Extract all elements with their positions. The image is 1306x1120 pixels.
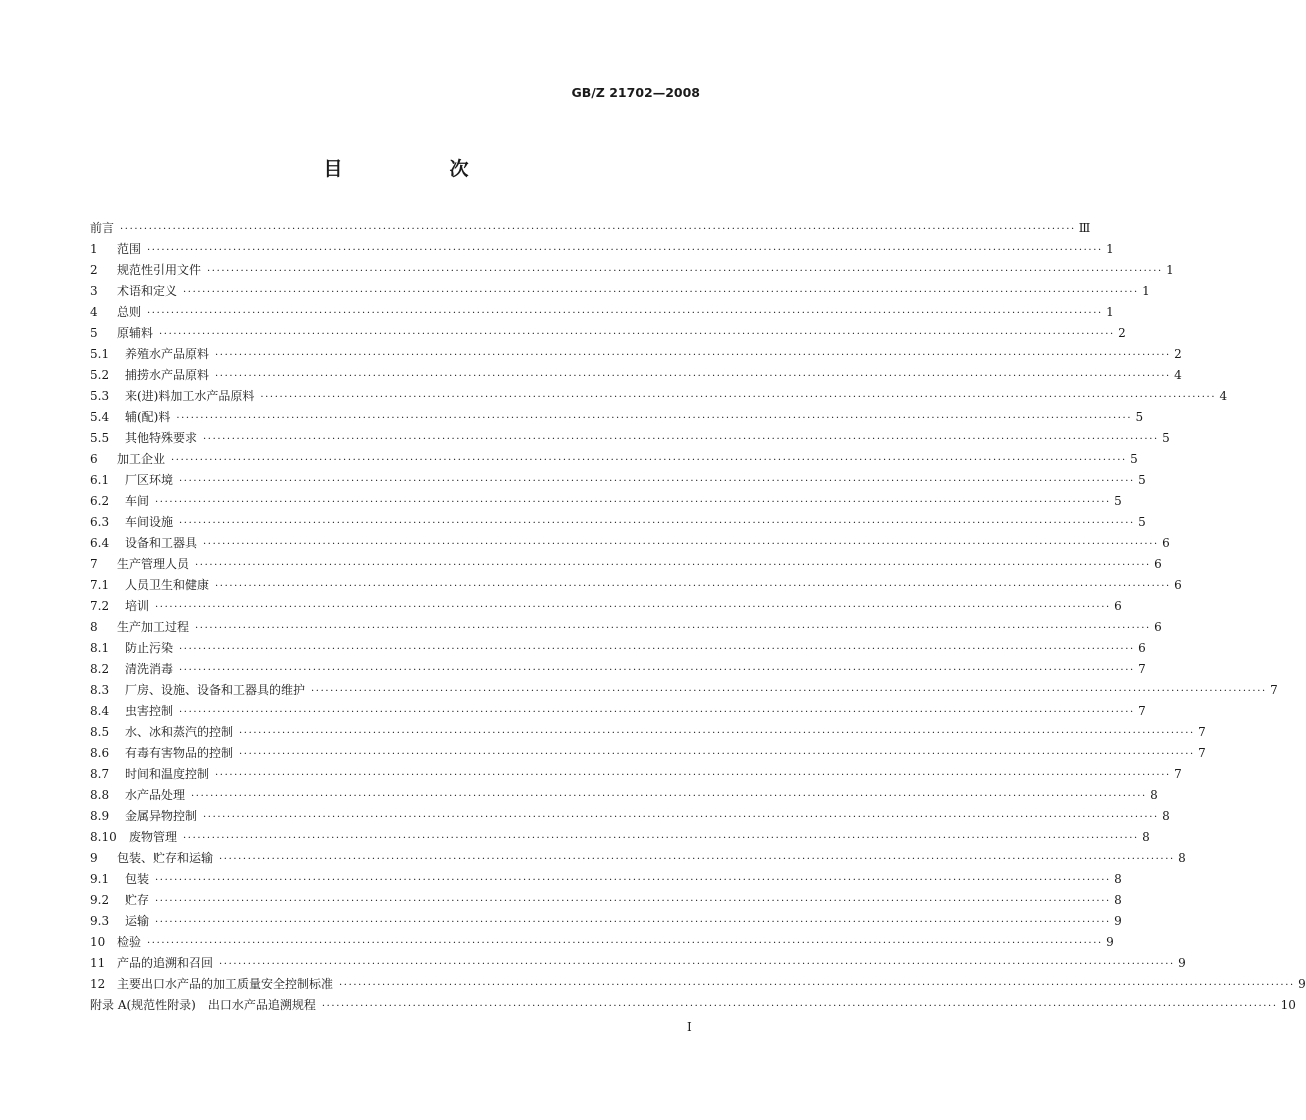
toc-item-label: 前言 bbox=[90, 221, 115, 235]
toc-dot-leader: ········································································································································································································ bbox=[179, 518, 1135, 529]
toc-item[interactable] bbox=[90, 765, 1182, 786]
toc-item-page: 6 bbox=[1154, 620, 1162, 634]
toc-item-page: 2 bbox=[1118, 326, 1126, 340]
page-number: I bbox=[687, 1020, 692, 1034]
toc-item-label: 捕捞水产品原料 bbox=[125, 368, 210, 382]
toc-dot-leader: ········································································································································································································ bbox=[155, 497, 1111, 508]
toc-item[interactable] bbox=[90, 723, 1206, 744]
toc-item-number: 8.6 bbox=[90, 746, 110, 760]
toc-item-page: 8 bbox=[1114, 893, 1122, 907]
toc-item-number: 7.1 bbox=[90, 578, 110, 592]
toc-item-number: 7 bbox=[90, 557, 98, 571]
toc-dot-leader: ········································································································································································································ bbox=[203, 812, 1159, 823]
toc-dot-leader: ········································································································································································································ bbox=[155, 602, 1111, 613]
toc-dot-leader: ········································································································································································································ bbox=[195, 623, 1151, 634]
toc-dot-leader: ········································································································································································································ bbox=[179, 707, 1135, 718]
toc-dot-leader: ········································································································································································································ bbox=[147, 245, 1103, 256]
toc-dot-leader: ········································································································································································································ bbox=[179, 665, 1135, 676]
toc-item[interactable] bbox=[90, 744, 1206, 765]
toc-item-page: 6 bbox=[1114, 599, 1122, 613]
toc-item-page: 4 bbox=[1174, 368, 1182, 382]
toc-item-label: 主要出口水产品的加工质量安全控制标准 bbox=[117, 977, 334, 991]
toc-item-label: 有毒有害物品的控制 bbox=[125, 746, 234, 760]
toc-dot-leader: ········································································································································································································ bbox=[219, 959, 1175, 970]
toc-dot-leader: ········································································································································································································ bbox=[207, 266, 1163, 277]
toc-item[interactable] bbox=[90, 282, 1150, 303]
toc-item[interactable] bbox=[90, 954, 1186, 975]
toc-item-number: 8.2 bbox=[90, 662, 110, 676]
toc-item[interactable] bbox=[90, 324, 1126, 345]
toc-item[interactable] bbox=[90, 870, 1122, 891]
toc-dot-leader: ········································································································································································································ bbox=[203, 434, 1159, 445]
toc-item-number: 1 bbox=[90, 242, 98, 256]
toc-dot-leader: ········································································································································································································ bbox=[183, 287, 1139, 298]
toc-dot-leader: ········································································································································································································ bbox=[239, 728, 1195, 739]
toc-item-label: 术语和定义 bbox=[117, 284, 178, 298]
toc-dot-leader: ········································································································································································································ bbox=[147, 938, 1103, 949]
toc-item[interactable] bbox=[90, 471, 1146, 492]
toc-item-number: 8.3 bbox=[90, 683, 110, 697]
toc-item-page: 8 bbox=[1178, 851, 1186, 865]
toc-item-label: 总则 bbox=[117, 305, 142, 319]
toc-item[interactable] bbox=[90, 618, 1162, 639]
toc-item-page: 5 bbox=[1130, 452, 1138, 466]
toc-item-page: 1 bbox=[1106, 242, 1114, 256]
toc-item-label: 水产品处理 bbox=[125, 788, 186, 802]
toc-item-label: 养殖水产品原料 bbox=[125, 347, 210, 361]
toc-item-label: 贮存 bbox=[125, 893, 150, 907]
toc-item[interactable] bbox=[90, 996, 1296, 1017]
toc-dot-leader: ········································································································································································································ bbox=[215, 581, 1171, 592]
toc-item-page: 8 bbox=[1162, 809, 1170, 823]
toc-item-page: 7 bbox=[1138, 662, 1146, 676]
toc-item-number: 8.1 bbox=[90, 641, 110, 655]
toc-item-label: 检验 bbox=[117, 935, 142, 949]
toc-item-number: 6.3 bbox=[90, 515, 110, 529]
page-title: 目 次 bbox=[323, 158, 513, 180]
toc-item-number: 11 bbox=[90, 956, 106, 970]
toc-item-page: 5 bbox=[1138, 473, 1146, 487]
toc-item-label: 生产管理人员 bbox=[117, 557, 190, 571]
toc-item-page: 1 bbox=[1166, 263, 1174, 277]
toc-item-number: 5.5 bbox=[90, 431, 110, 445]
toc-item-page: 5 bbox=[1162, 431, 1170, 445]
toc-dot-leader: ········································································································································································································ bbox=[147, 308, 1103, 319]
toc-item-page: 9 bbox=[1114, 914, 1122, 928]
toc-item-label: 车间设施 bbox=[125, 515, 174, 529]
toc-item[interactable] bbox=[90, 786, 1158, 807]
toc-dot-leader: ········································································································································································································ bbox=[155, 917, 1111, 928]
toc-item[interactable] bbox=[90, 303, 1114, 324]
toc-dot-leader: ········································································································································································································ bbox=[120, 224, 1076, 235]
toc-item-number: 9.2 bbox=[90, 893, 110, 907]
toc-dot-leader: ········································································································································································································ bbox=[155, 875, 1111, 886]
toc-item-number: 8.8 bbox=[90, 788, 110, 802]
toc-item-label: 运输 bbox=[125, 914, 150, 928]
toc-item-page: 1 bbox=[1142, 284, 1150, 298]
toc-item[interactable] bbox=[90, 450, 1138, 471]
toc-item-number: 8 bbox=[90, 620, 98, 634]
toc-item-page: 8 bbox=[1150, 788, 1158, 802]
toc-item[interactable] bbox=[90, 366, 1182, 387]
toc-dot-leader: ········································································································································································································ bbox=[191, 791, 1147, 802]
toc-dot-leader: ········································································································································································································ bbox=[159, 329, 1115, 340]
table-of-contents bbox=[90, 219, 1306, 1017]
toc-item-page: 7 bbox=[1138, 704, 1146, 718]
toc-dot-leader: ········································································································································································································ bbox=[215, 350, 1171, 361]
toc-item[interactable] bbox=[90, 261, 1174, 282]
toc-dot-leader: ········································································································································································································ bbox=[155, 896, 1111, 907]
toc-item-page: 6 bbox=[1154, 557, 1162, 571]
toc-item-number: 8.7 bbox=[90, 767, 110, 781]
toc-item-page: Ⅲ bbox=[1078, 221, 1091, 235]
toc-item-number: 6.1 bbox=[90, 473, 110, 487]
toc-item-page: 8 bbox=[1142, 830, 1150, 844]
toc-item[interactable] bbox=[90, 807, 1170, 828]
toc-item-number: 7.2 bbox=[90, 599, 110, 613]
toc-dot-leader: ········································································································································································································ bbox=[215, 371, 1171, 382]
toc-item-page: 2 bbox=[1174, 347, 1182, 361]
toc-item-number: 5.2 bbox=[90, 368, 110, 382]
toc-item-page: 6 bbox=[1174, 578, 1182, 592]
toc-item[interactable] bbox=[90, 429, 1170, 450]
toc-item-number: 附录 A bbox=[90, 998, 127, 1012]
toc-item-number: 10 bbox=[90, 935, 106, 949]
toc-item-label: 辅(配)料 bbox=[125, 410, 171, 424]
toc-dot-leader: ········································································································································································································ bbox=[176, 413, 1133, 424]
toc-item[interactable] bbox=[90, 240, 1114, 261]
toc-item[interactable] bbox=[90, 345, 1182, 366]
toc-item-number: 6.2 bbox=[90, 494, 110, 508]
standard-code: GB/Z 21702—2008 bbox=[571, 85, 700, 100]
toc-item-label: 加工企业 bbox=[117, 452, 166, 466]
toc-dot-leader: ········································································································································································································ bbox=[311, 686, 1267, 697]
toc-item-number: 12 bbox=[90, 977, 106, 991]
toc-item-page: 1 bbox=[1106, 305, 1114, 319]
toc-dot-leader: ········································································································································································································ bbox=[321, 1001, 1278, 1012]
toc-item-number: 8.4 bbox=[90, 704, 110, 718]
toc-item-number: 8.10 bbox=[90, 830, 117, 844]
toc-item-label: 生产加工过程 bbox=[117, 620, 190, 634]
toc-item-label: 金属异物控制 bbox=[125, 809, 198, 823]
toc-item[interactable] bbox=[90, 912, 1122, 933]
toc-item-number: 3 bbox=[90, 284, 98, 298]
toc-item-page: 9 bbox=[1178, 956, 1186, 970]
toc-item-number: 9.3 bbox=[90, 914, 110, 928]
toc-item-label: 厂房、设施、设备和工器具的维护 bbox=[125, 683, 306, 697]
toc-item-page: 8 bbox=[1114, 872, 1122, 886]
toc-item-number: 2 bbox=[90, 263, 98, 277]
toc-item[interactable] bbox=[90, 702, 1146, 723]
toc-item-label: 来(进)料加工水产品原料 bbox=[125, 389, 255, 403]
toc-item[interactable] bbox=[90, 891, 1122, 912]
toc-item[interactable] bbox=[90, 534, 1170, 555]
toc-item[interactable] bbox=[90, 975, 1306, 996]
toc-item-label: (规范性附录) 出口水产品追溯规程 bbox=[126, 998, 316, 1012]
toc-dot-leader: ········································································································································································································ bbox=[179, 476, 1135, 487]
toc-item-label: 虫害控制 bbox=[125, 704, 174, 718]
toc-item[interactable] bbox=[90, 555, 1162, 576]
toc-item[interactable] bbox=[90, 681, 1278, 702]
toc-item-number: 4 bbox=[90, 305, 98, 319]
toc-item-label: 产品的追溯和召回 bbox=[117, 956, 214, 970]
toc-dot-leader: ········································································································································································································ bbox=[215, 770, 1171, 781]
toc-item-label: 其他特殊要求 bbox=[125, 431, 198, 445]
toc-dot-leader: ········································································································································································································ bbox=[183, 833, 1139, 844]
toc-item-page: 6 bbox=[1138, 641, 1146, 655]
toc-item-label: 水、冰和蒸汽的控制 bbox=[125, 725, 234, 739]
toc-item-number: 8.5 bbox=[90, 725, 110, 739]
toc-item[interactable] bbox=[90, 408, 1144, 429]
toc-item[interactable] bbox=[90, 849, 1186, 870]
toc-dot-leader: ········································································································································································································ bbox=[179, 644, 1135, 655]
toc-item-label: 时间和温度控制 bbox=[125, 767, 210, 781]
toc-item-number: 5.3 bbox=[90, 389, 110, 403]
toc-item-page: 4 bbox=[1219, 389, 1228, 403]
toc-dot-leader: ········································································································································································································ bbox=[203, 539, 1159, 550]
toc-dot-leader: ········································································································································································································ bbox=[219, 854, 1175, 865]
toc-item[interactable] bbox=[90, 576, 1182, 597]
toc-item-label: 设备和工器具 bbox=[125, 536, 198, 550]
toc-item[interactable] bbox=[90, 597, 1122, 618]
toc-item-number: 9.1 bbox=[90, 872, 110, 886]
toc-item-number: 5.4 bbox=[90, 410, 110, 424]
toc-item-page: 5 bbox=[1138, 515, 1146, 529]
toc-item-label: 原辅料 bbox=[117, 326, 154, 340]
toc-item-label: 包装、贮存和运输 bbox=[117, 851, 214, 865]
toc-item[interactable] bbox=[90, 639, 1146, 660]
toc-item-page: 9 bbox=[1106, 935, 1114, 949]
toc-item[interactable] bbox=[90, 660, 1146, 681]
toc-item-label: 范围 bbox=[117, 242, 142, 256]
toc-item-number: 8.9 bbox=[90, 809, 110, 823]
toc-item-label: 厂区环境 bbox=[125, 473, 174, 487]
toc-item[interactable] bbox=[90, 387, 1228, 408]
toc-item-number: 6.4 bbox=[90, 536, 110, 550]
toc-item[interactable] bbox=[90, 933, 1114, 954]
toc-item-label: 废物管理 bbox=[129, 830, 178, 844]
toc-item-page: 7 bbox=[1198, 746, 1206, 760]
toc-item-page: 5 bbox=[1135, 410, 1144, 424]
toc-item-page: 10 bbox=[1280, 998, 1296, 1012]
toc-item-number: 9 bbox=[90, 851, 98, 865]
toc-item-number: 5 bbox=[90, 326, 98, 340]
toc-item-label: 规范性引用文件 bbox=[117, 263, 202, 277]
toc-item-page: 7 bbox=[1198, 725, 1206, 739]
toc-item-number: 6 bbox=[90, 452, 98, 466]
toc-item-label: 人员卫生和健康 bbox=[125, 578, 210, 592]
toc-item-label: 车间 bbox=[125, 494, 150, 508]
toc-item-page: 9 bbox=[1298, 977, 1306, 991]
toc-item-label: 培训 bbox=[125, 599, 150, 613]
toc-item-page: 6 bbox=[1162, 536, 1170, 550]
toc-item-number: 5.1 bbox=[90, 347, 110, 361]
toc-dot-leader: ········································································································································································································ bbox=[195, 560, 1151, 571]
toc-item-label: 清洗消毒 bbox=[125, 662, 174, 676]
toc-item-page: 5 bbox=[1114, 494, 1122, 508]
toc-item-page: 7 bbox=[1174, 767, 1182, 781]
toc-item[interactable] bbox=[90, 492, 1122, 513]
toc-item-label: 包装 bbox=[125, 872, 150, 886]
toc-dot-leader: ········································································································································································································ bbox=[239, 749, 1195, 760]
toc-item-label: 防止污染 bbox=[125, 641, 174, 655]
toc-item[interactable] bbox=[90, 513, 1146, 534]
toc-item[interactable] bbox=[90, 219, 1091, 240]
toc-dot-leader: ········································································································································································································ bbox=[260, 392, 1217, 403]
toc-item-page: 7 bbox=[1270, 683, 1278, 697]
toc-item[interactable] bbox=[90, 828, 1150, 849]
toc-dot-leader: ········································································································································································································ bbox=[171, 455, 1127, 466]
toc-dot-leader: ········································································································································································································ bbox=[339, 980, 1295, 991]
